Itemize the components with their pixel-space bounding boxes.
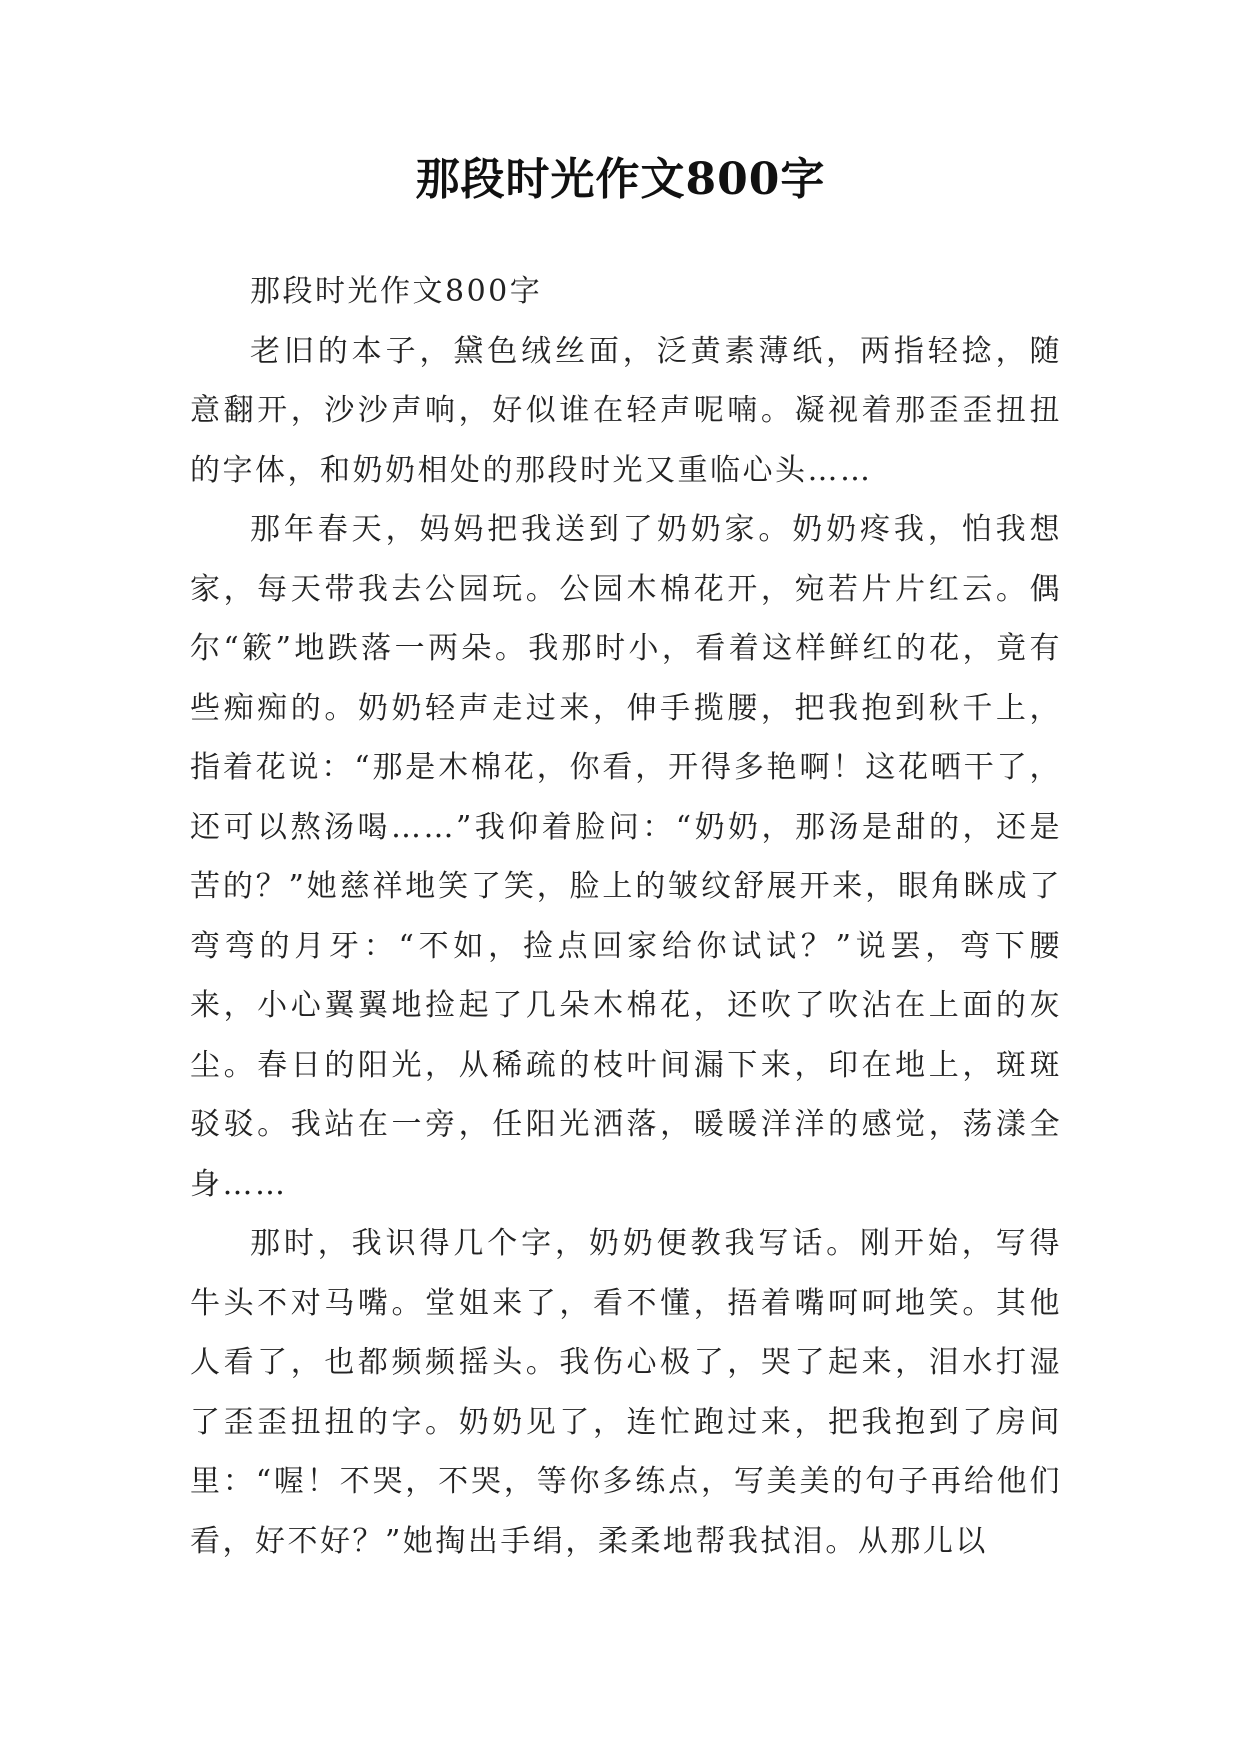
- paragraph-notebook: 老旧的本子，黛色绒丝面，泛黄素薄纸，两指轻捻，随意翻开，沙沙声响，好似谁在轻声呢喃。凝视着那歪歪扭扭的字体，和奶奶相处的那段时光又重临心头……: [190, 333, 1062, 488]
- document-body: [190, 262, 1062, 1571]
- paragraph-learning-to-write: 那时，我识得几个字，奶奶便教我写话。刚开始，写得牛头不对马嘴。堂姐来了，看不懂，捂着嘴呵呵地笑。其他人看了，也都频频摇头。我伤心极了，哭了起来，泪水打湿了歪歪扭扭的字。奶奶见了，连忙跑过来，把我抱到了房间里：“喔！不哭，不哭，等你多练点，写美美的句子再给他们看，好不好？”她掏出手绢，柔柔地帮我拭泪。从那儿以: [190, 1226, 1062, 1559]
- document-title: 那段时光作文800字: [415, 154, 826, 205]
- paragraph-spring-kapok: 那年春天，妈妈把我送到了奶奶家。奶奶疼我，怕我想家，每天带我去公园玩。公园木棉花开，宛若片片红云。偶尔“簌”地跌落一两朵。我那时小，看着这样鲜红的花，竟有些痴痴的。奶奶轻声走过来，伸手揽腰，把我抱到秋千上，指着花说：“那是木棉花，你看，开得多艳啊！这花晒干了，还可以熬汤喝……”我仰着脸问：“奶奶，那汤是甜的，还是苦的？”她慈祥地笑了笑，脸上的皱纹舒展开来，眼角眯成了弯弯的月牙：“不如，捡点回家给你试试？”说罢，弯下腰来，小心翼翼地捡起了几朵木棉花，还吹了吹沾在上面的灰尘。春日的阳光，从稀疏的枝叶间漏下来，印在地上，斑斑驳驳。我站在一旁，任阳光洒落，暖暖洋洋的感觉，荡漾全身……: [190, 512, 1062, 1202]
- paragraph-subtitle: 那段时光作文800字: [250, 274, 543, 309]
